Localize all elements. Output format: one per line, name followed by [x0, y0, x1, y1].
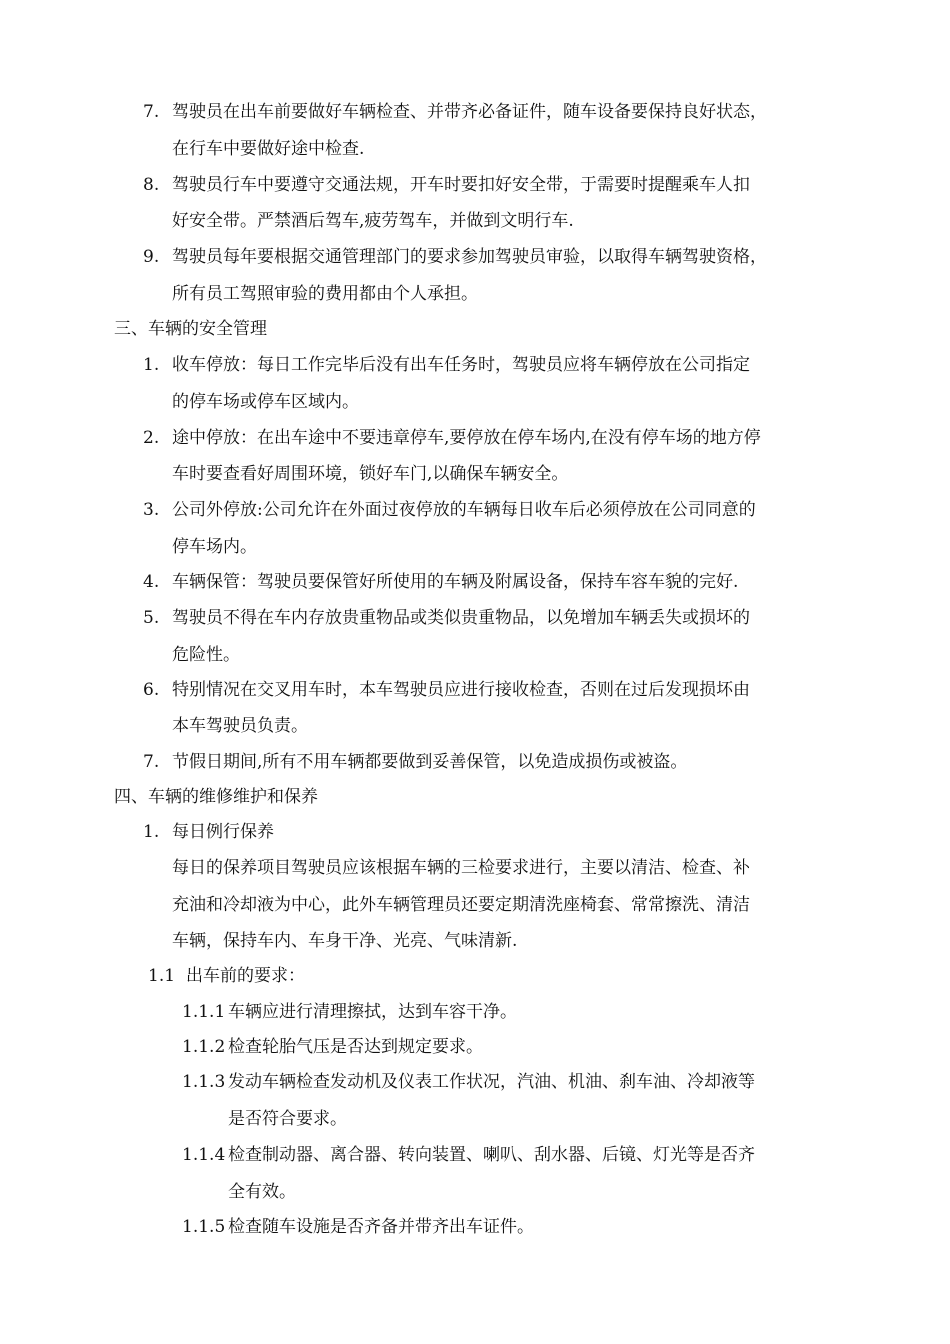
item-text: 驾驶员每年要根据交通管理部门的要求参加驾驶员审验，以取得车辆驾驶资格，	[172, 247, 767, 267]
item-number: 6.	[143, 680, 160, 700]
item-text: 途中停放：在出车途中不要违章停车,要停放在停车场内,在没有停车场的地方停	[172, 428, 761, 448]
sub-item-number: 1.1.2	[182, 1037, 226, 1057]
item-text: 公司外停放:公司允许在外面过夜停放的车辆每日收车后必须停放在公司同意的	[172, 500, 756, 520]
item-text: 所有员工驾照审验的费用都由个人承担。	[172, 284, 478, 304]
subsection-number: 1.1	[148, 966, 176, 986]
paragraph-text: 充油和冷却液为中心，此外车辆管理员还要定期清洗座椅套、常常擦洗、清洁	[172, 895, 750, 915]
item-text: 驾驶员不得在车内存放贵重物品或类似贵重物品，以免增加车辆丢失或损坏的	[172, 608, 750, 628]
paragraph-text: 每日的保养项目驾驶员应该根据车辆的三检要求进行，主要以清洁、检查、补	[172, 858, 750, 878]
item-number: 8.	[143, 175, 160, 195]
sub-item-text: 全有效。	[228, 1182, 296, 1202]
paragraph-text: 车辆，保持车内、车身干净、光亮、气味清新.	[172, 931, 518, 951]
sub-item-text: 发动车辆检查发动机及仪表工作状况，汽油、机油、刹车油、冷却液等	[228, 1072, 755, 1092]
item-text: 车时要查看好周围环境，锁好车门,以确保车辆安全。	[172, 464, 569, 484]
sub-item-text: 检查随车设施是否齐备并带齐出车证件。	[228, 1217, 534, 1237]
item-text: 收车停放：每日工作完毕后没有出车任务时，驾驶员应将车辆停放在公司指定	[172, 355, 750, 375]
sub-item-number: 1.1.3	[182, 1072, 226, 1092]
subsection-title: 出车前的要求：	[186, 966, 305, 986]
sub-item-text: 检查轮胎气压是否达到规定要求。	[228, 1037, 483, 1057]
sub-item-number: 1.1.1	[182, 1002, 226, 1022]
item-number: 7.	[143, 752, 160, 772]
item-text: 危险性。	[172, 645, 240, 665]
sub-item-number: 1.1.4	[182, 1145, 226, 1165]
item-text: 好安全带。严禁酒后驾车,疲劳驾车，并做到文明行车.	[172, 211, 574, 231]
sub-item-text: 是否符合要求。	[228, 1109, 347, 1129]
item-text: 驾驶员在出车前要做好车辆检查、并带齐必备证件，随车设备要保持良好状态，	[172, 102, 767, 122]
item-number: 5.	[143, 608, 160, 628]
section-heading-text: 四、车辆的维修维护和保养	[114, 787, 318, 807]
item-text: 在行车中要做好途中检查.	[172, 139, 365, 159]
item-number: 3.	[143, 500, 160, 520]
item-title: 每日例行保养	[172, 822, 274, 842]
item-text: 特别情况在交叉用车时，本车驾驶员应进行接收检查，否则在过后发现损坏由	[172, 680, 750, 700]
item-number: 7.	[143, 102, 160, 122]
item-text: 车辆保管：驾驶员要保管好所使用的车辆及附属设备，保持车容车貌的完好.	[172, 572, 739, 592]
item-number: 2.	[143, 428, 160, 448]
item-text: 的停车场或停车区域内。	[172, 392, 359, 412]
item-number: 1.	[143, 822, 160, 842]
item-number: 9.	[143, 247, 160, 267]
sub-item-text: 检查制动器、离合器、转向装置、喇叭、刮水器、后镜、灯光等是否齐	[228, 1145, 755, 1165]
item-number: 4.	[143, 572, 160, 592]
item-text: 本车驾驶员负责。	[172, 716, 308, 736]
section-heading-text: 三、车辆的安全管理	[114, 319, 267, 339]
item-text: 驾驶员行车中要遵守交通法规，开车时要扣好安全带，于需要时提醒乘车人扣	[172, 175, 750, 195]
item-number: 1.	[143, 355, 160, 375]
item-text: 停车场内。	[172, 537, 257, 557]
sub-item-text: 车辆应进行清理擦拭，达到车容干净。	[228, 1002, 517, 1022]
sub-item-number: 1.1.5	[182, 1217, 226, 1237]
item-text: 节假日期间,所有不用车辆都要做到妥善保管，以免造成损伤或被盗。	[172, 752, 688, 772]
